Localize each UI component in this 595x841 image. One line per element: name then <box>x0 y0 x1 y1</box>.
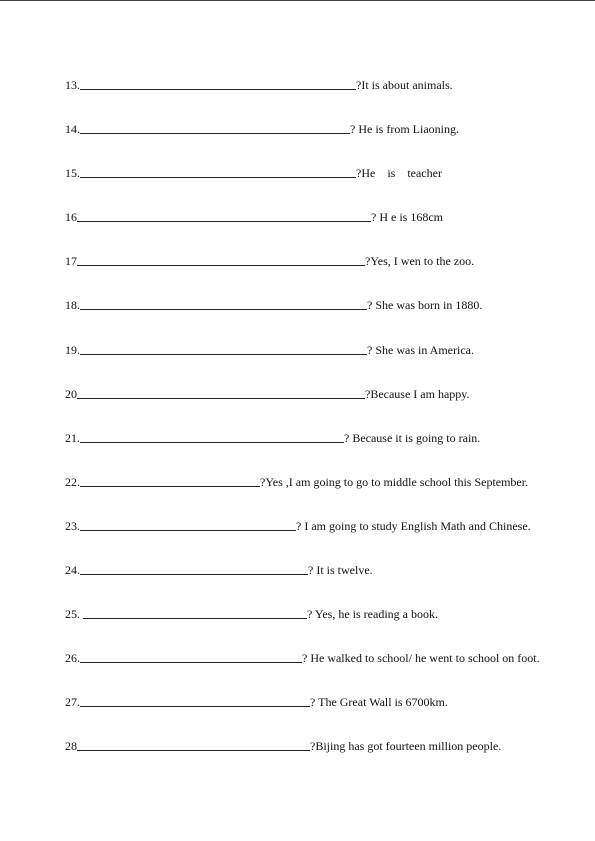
question-row-15 <box>65 165 575 209</box>
answer-blank-line[interactable] <box>80 474 260 487</box>
question-number: 25. <box>65 607 83 622</box>
answer-blank-line[interactable] <box>80 77 356 90</box>
answer-text: ? H e is 168cm <box>371 210 443 225</box>
question-number: 26. <box>65 651 80 666</box>
question-row-14 <box>65 121 575 165</box>
question-number: 20 <box>65 386 77 401</box>
answer-blank-line[interactable] <box>77 386 365 399</box>
question-row-18 <box>65 297 575 341</box>
answer-text: ? Because it is going to rain. <box>344 430 481 445</box>
question-number: 24. <box>65 563 80 578</box>
answer-text: ?He is teacher <box>356 166 442 181</box>
question-row-22 <box>65 474 575 518</box>
answer-text: ? The Great Wall is 6700km. <box>310 695 448 710</box>
question-number: 28 <box>65 739 77 754</box>
answer-blank-line[interactable] <box>77 209 371 222</box>
top-border-line <box>0 0 595 1</box>
question-row-13 <box>65 77 575 121</box>
answer-text: ? He walked to school/ he went to school on foot. <box>302 651 540 666</box>
answer-blank-line[interactable] <box>80 650 302 663</box>
question-number: 16 <box>65 210 77 225</box>
answer-text: ?Yes, I wen to the zoo. <box>365 254 475 269</box>
question-number: 15. <box>65 166 80 181</box>
answer-blank-line[interactable] <box>80 694 310 707</box>
question-row-17 <box>65 253 575 297</box>
question-row-27 <box>65 694 575 738</box>
question-row-20 <box>65 386 575 430</box>
question-row-19 <box>65 342 575 386</box>
question-number: 21. <box>65 430 80 445</box>
answer-blank-line[interactable] <box>80 518 296 531</box>
answer-text: ?Because I am happy. <box>365 386 470 401</box>
question-row-16 <box>65 209 575 253</box>
question-number: 19. <box>65 342 80 357</box>
answer-text: ? He is from Liaoning. <box>350 122 459 137</box>
question-number: 23. <box>65 518 80 533</box>
answer-blank-line[interactable] <box>80 562 308 575</box>
answer-text: ? Yes, he is reading a book. <box>307 607 438 622</box>
question-number: 13. <box>65 78 80 92</box>
answer-text: ?Yes ,I am going to go to middle school this September. <box>260 474 529 489</box>
answer-blank-line[interactable] <box>80 430 344 443</box>
answer-text: ? She was in America. <box>367 342 474 357</box>
answer-blank-line[interactable] <box>77 253 365 266</box>
question-number: 27. <box>65 695 80 710</box>
question-row-25 <box>65 606 575 650</box>
answer-blank-line[interactable] <box>77 738 310 751</box>
answer-blank-line[interactable] <box>80 165 356 178</box>
worksheet-question-list <box>65 77 575 783</box>
question-row-26 <box>65 650 575 694</box>
question-number: 14. <box>65 122 80 137</box>
answer-blank-line[interactable] <box>80 297 367 310</box>
answer-text: ?Bijing has got fourteen million people. <box>310 739 502 754</box>
question-number: 17 <box>65 254 77 269</box>
answer-blank-line[interactable] <box>83 606 307 619</box>
answer-blank-line[interactable] <box>80 121 350 134</box>
answer-text: ? I am going to study English Math and Chinese. <box>296 518 531 533</box>
question-number: 18. <box>65 298 80 313</box>
question-row-21 <box>65 430 575 474</box>
question-number: 22. <box>65 474 80 489</box>
question-row-24 <box>65 562 575 606</box>
answer-text: ? She was born in 1880. <box>367 298 483 313</box>
answer-blank-line[interactable] <box>80 342 367 355</box>
question-row-28 <box>65 738 575 782</box>
question-row-23 <box>65 518 575 562</box>
answer-text: ?It is about animals. <box>356 78 453 92</box>
answer-text: ? It is twelve. <box>308 563 373 578</box>
